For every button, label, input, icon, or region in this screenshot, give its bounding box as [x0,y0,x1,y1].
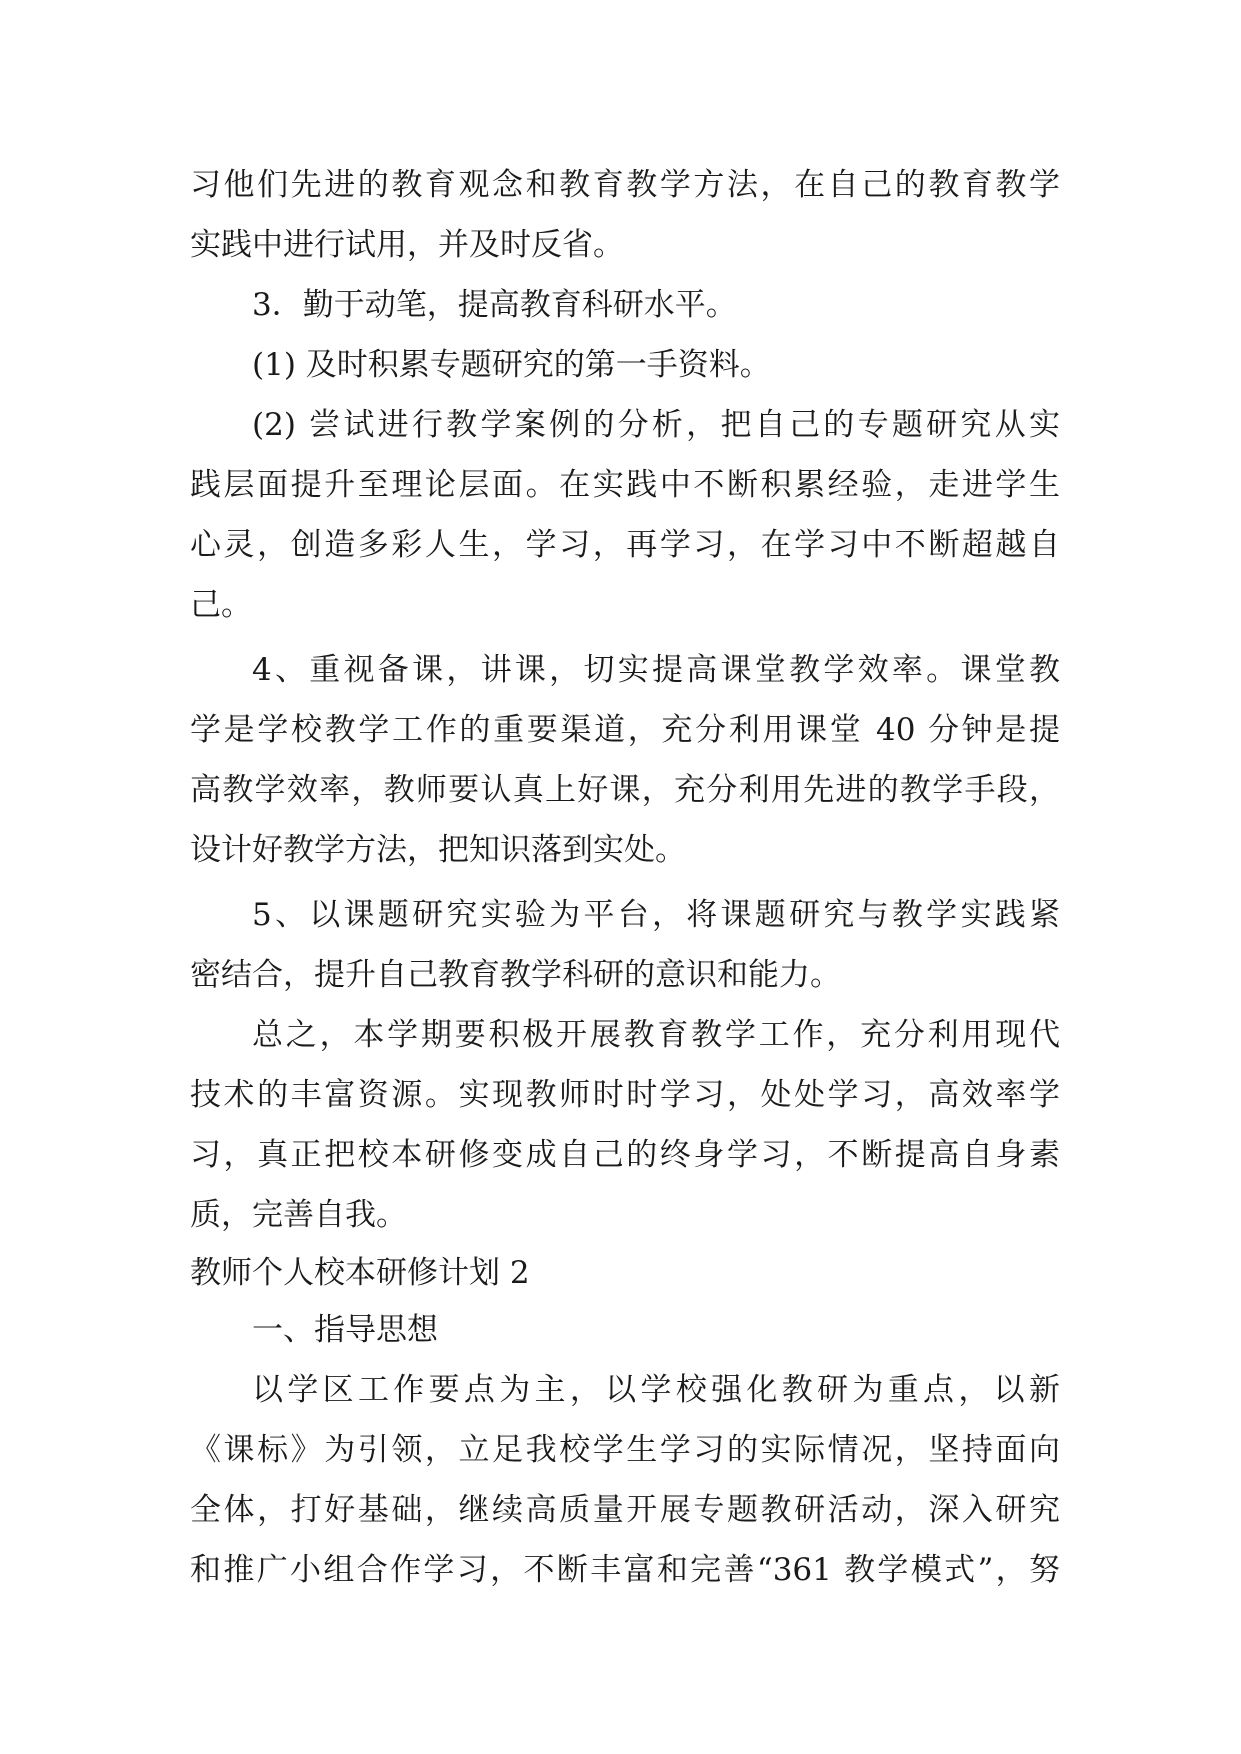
text-line: 高教学效率，教师要认真上好课，充分利用先进的教学手段， [190,772,1060,808]
document-title: 教师个人校本研修计划 2 [190,1255,530,1291]
list-item: (1) 及时积累专题研究的第一手资料。 [252,347,771,383]
list-item: (2) 尝试进行教学案例的分析，把自己的专题研究从实 [252,407,1060,443]
section-heading: 一、指导思想 [252,1312,438,1348]
text-line: 技术的丰富资源。实现教师时时学习，处处学习，高效率学 [190,1077,1060,1113]
text-line: 设计好教学方法，把知识落到实处。 [190,832,686,868]
text-line: 实践中进行试用，并及时反省。 [190,227,624,263]
text-line: 以学区工作要点为主，以学校强化教研为重点，以新 [252,1372,1060,1408]
text-line: 4、重视备课，讲课，切实提高课堂教学效率。课堂教 [252,652,1060,688]
text-line: 质，完善自我。 [190,1197,407,1233]
text-line: 密结合，提升自己教育教学科研的意识和能力。 [190,957,841,993]
text-line: 全体，打好基础，继续高质量开展专题教研活动，深入研究 [190,1492,1060,1528]
section-heading: 3．勤于动笔，提高教育科研水平。 [252,287,737,323]
text-line: 习，真正把校本研修变成自己的终身学习，不断提高自身素 [190,1137,1060,1173]
text-line: 习他们先进的教育观念和教育教学方法，在自己的教育教学 [190,167,1060,203]
text-line: 《课标》为引领，立足我校学生学习的实际情况，坚持面向 [190,1432,1060,1468]
text-line: 心灵，创造多彩人生，学习，再学习，在学习中不断超越自 [190,527,1060,563]
text-line: 和推广小组合作学习，不断丰富和完善“361 教学模式”，努 [190,1552,1060,1588]
text-line: 己。 [190,587,252,623]
text-line: 践层面提升至理论层面。在实践中不断积累经验，走进学生 [190,467,1060,503]
text-line: 学是学校教学工作的重要渠道，充分利用课堂 40 分钟是提 [190,712,1060,748]
text-line: 总之，本学期要积极开展教育教学工作，充分利用现代 [252,1017,1060,1053]
text-line: 5、以课题研究实验为平台，将课题研究与教学实践紧 [252,897,1060,933]
